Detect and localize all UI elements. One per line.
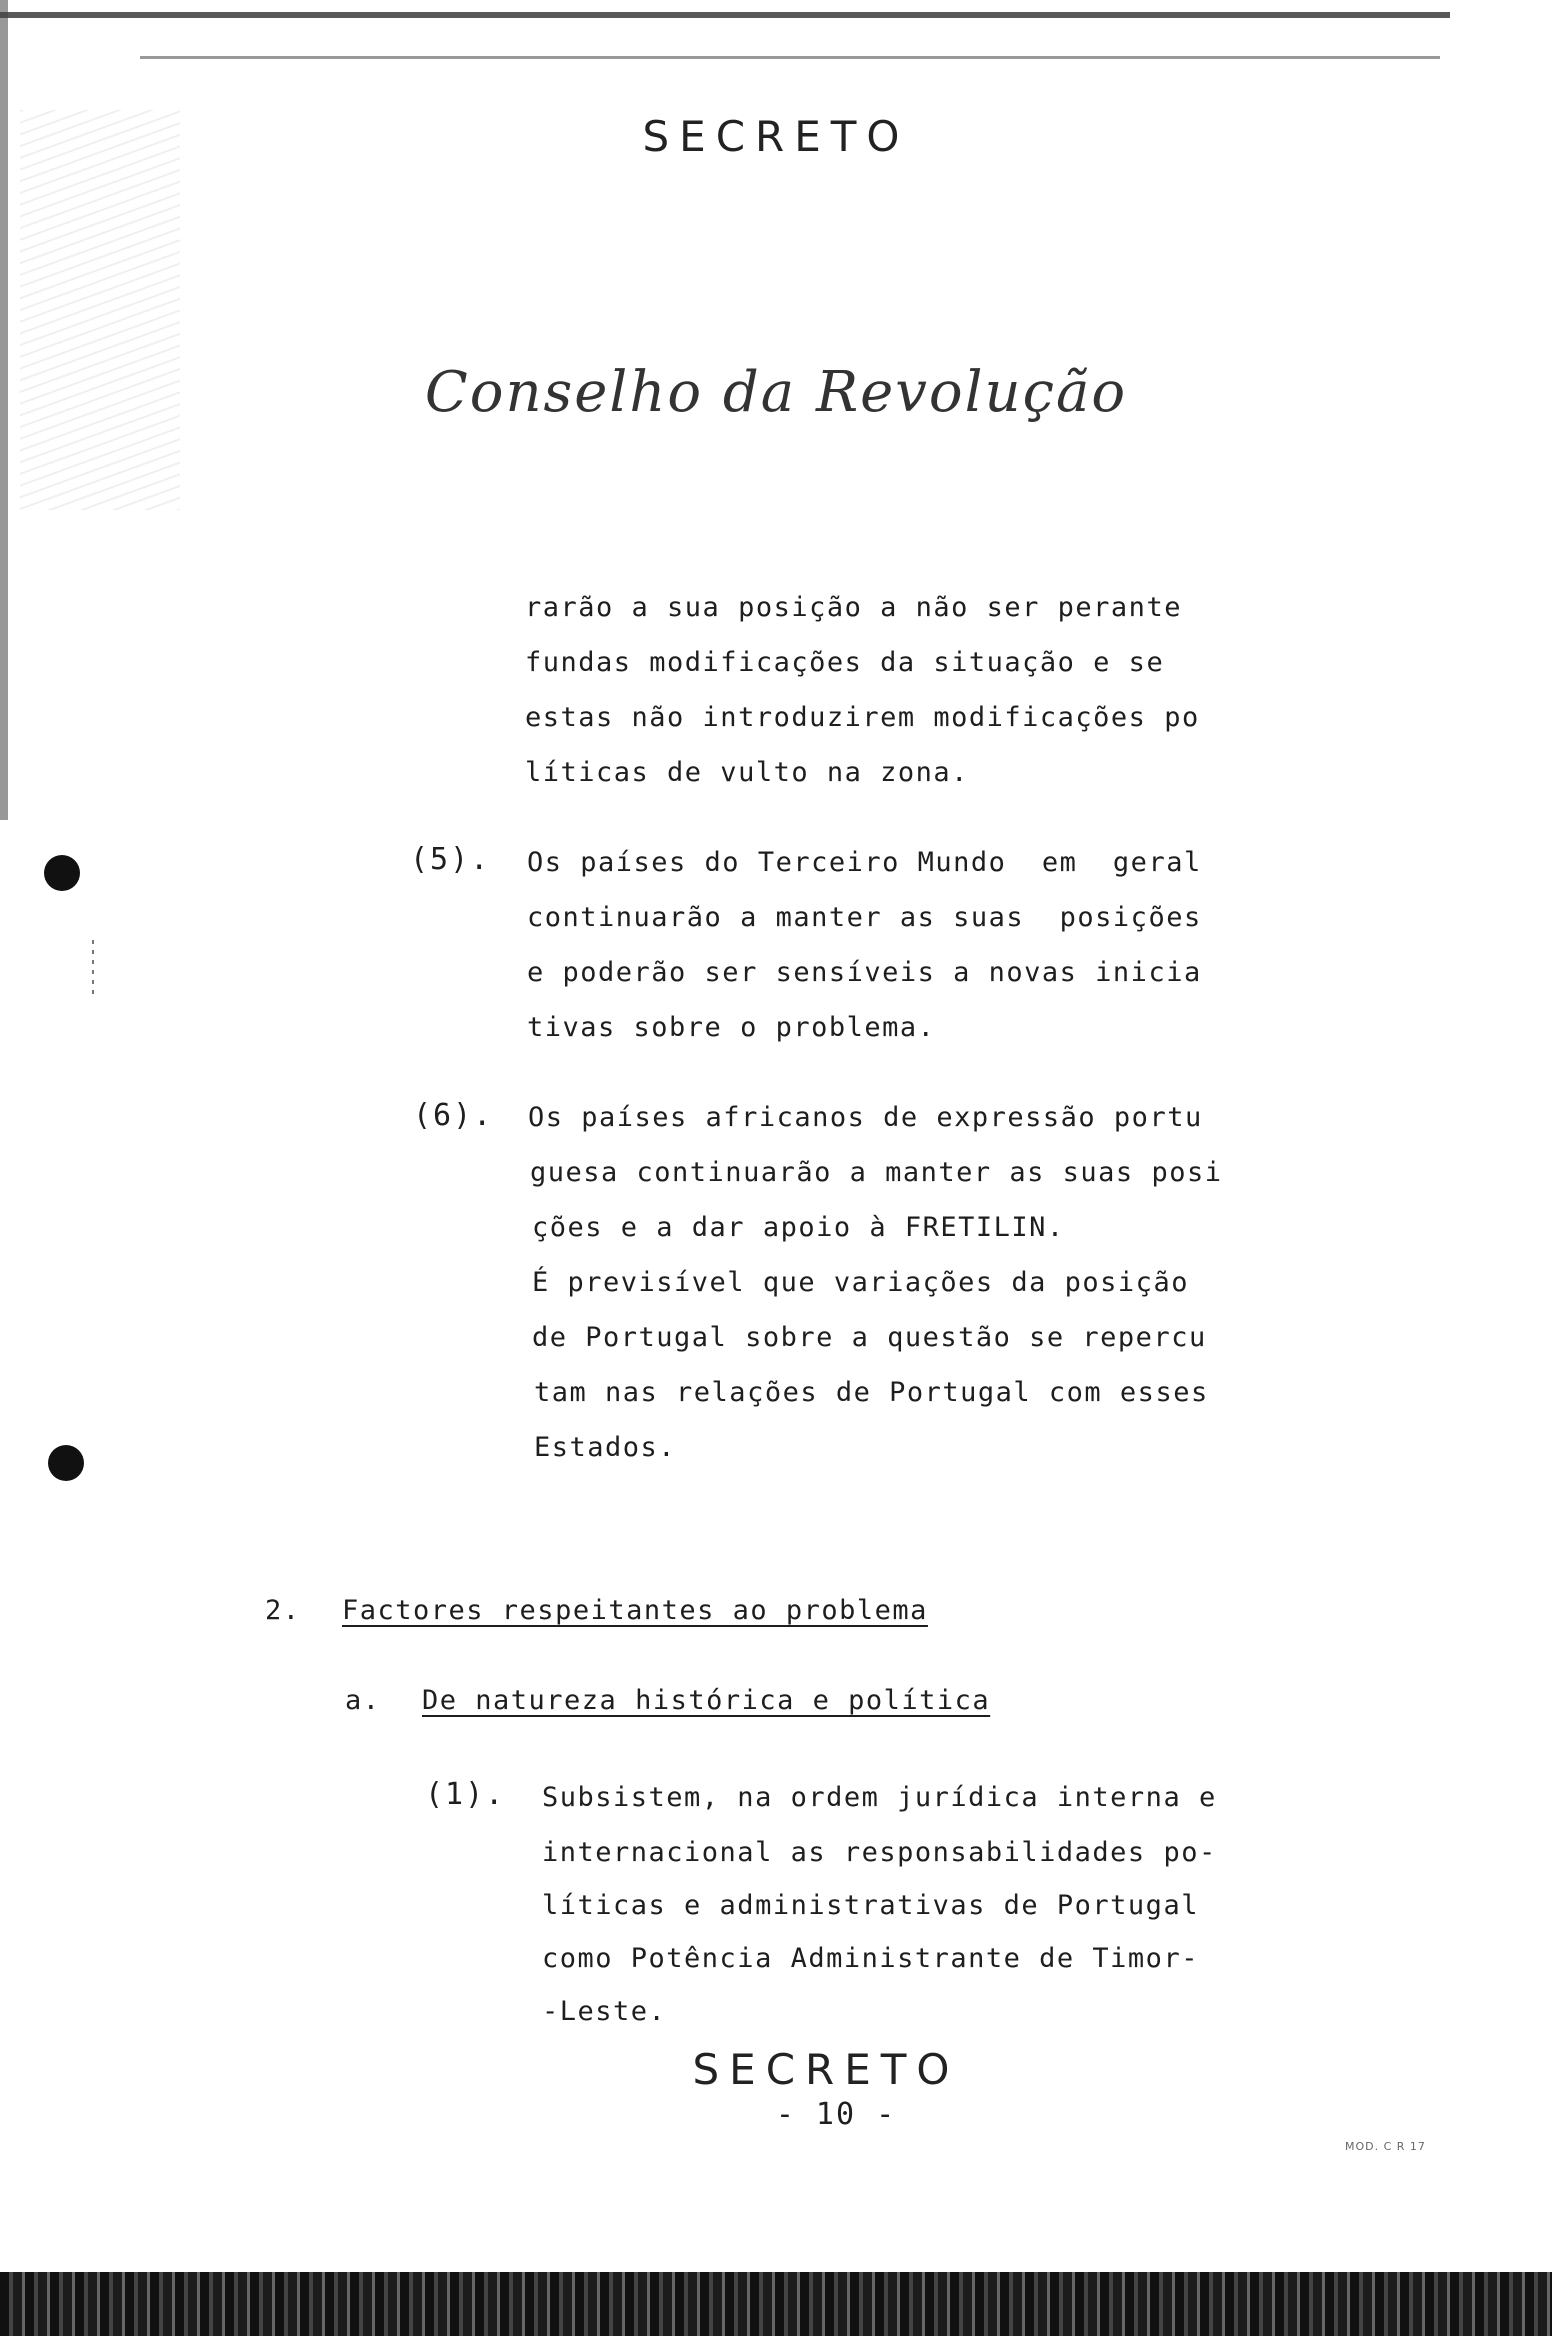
text-line: fundas modificações da situação e se bbox=[525, 647, 1165, 678]
section-heading: Factores respeitantes ao problema bbox=[342, 1595, 928, 1626]
text-line: Os países africanos de expressão portu bbox=[528, 1102, 1203, 1133]
scan-edge-bottom bbox=[0, 2272, 1552, 2336]
scan-dots bbox=[92, 940, 94, 1000]
form-code: MOD. C R 17 bbox=[1345, 2140, 1426, 2153]
punch-hole-upper bbox=[44, 855, 80, 891]
scan-edge-top bbox=[0, 8, 1450, 22]
text-line: Os países do Terceiro Mundo em geral bbox=[527, 847, 1202, 878]
item-number: (1). bbox=[425, 1777, 506, 1812]
text-line: internacional as responsabilidades po- bbox=[542, 1837, 1217, 1868]
page-number: - 10 - bbox=[775, 2097, 897, 2132]
text-line: guesa continuarão a manter as suas posi bbox=[530, 1157, 1223, 1188]
text-line: como Potência Administrante de Timor- bbox=[542, 1943, 1199, 1974]
text-line: continuarão a manter as suas posições bbox=[527, 902, 1202, 933]
text-line: estas não introduzirem modificações po bbox=[525, 702, 1200, 733]
text-line: Subsistem, na ordem jurídica interna e bbox=[542, 1782, 1217, 1813]
subsection-heading: De natureza histórica e política bbox=[422, 1685, 991, 1716]
text-line: líticas e administrativas de Portugal bbox=[542, 1890, 1199, 1921]
text-line: de Portugal sobre a questão se repercu bbox=[532, 1322, 1207, 1353]
item-number: (6). bbox=[413, 1098, 494, 1133]
text-line: tam nas relações de Portugal com esses bbox=[534, 1377, 1209, 1408]
classification-stamp-top: SECRETO bbox=[642, 112, 910, 161]
scan-edge-line bbox=[140, 56, 1440, 59]
section-number: 2. bbox=[265, 1595, 301, 1626]
text-line: e poderão ser sensíveis a novas inicia bbox=[527, 957, 1202, 988]
letterhead-title: Conselho da Revolução bbox=[424, 360, 1128, 425]
text-line: líticas de vulto na zona. bbox=[525, 757, 969, 788]
scan-noise bbox=[20, 110, 180, 510]
classification-stamp-bottom: SECRETO bbox=[692, 2045, 960, 2094]
subsection-letter: a. bbox=[345, 1685, 381, 1716]
text-line: rarão a sua posição a não ser perante bbox=[525, 592, 1182, 623]
text-line: É previsível que variações da posição bbox=[532, 1267, 1189, 1298]
text-line: tivas sobre o problema. bbox=[527, 1012, 936, 1043]
text-line: -Leste. bbox=[542, 1996, 667, 2027]
text-line: Estados. bbox=[534, 1432, 677, 1463]
item-number: (5). bbox=[410, 842, 491, 877]
punch-hole-lower bbox=[48, 1445, 84, 1481]
text-line: ções e a dar apoio à FRETILIN. bbox=[532, 1212, 1065, 1243]
